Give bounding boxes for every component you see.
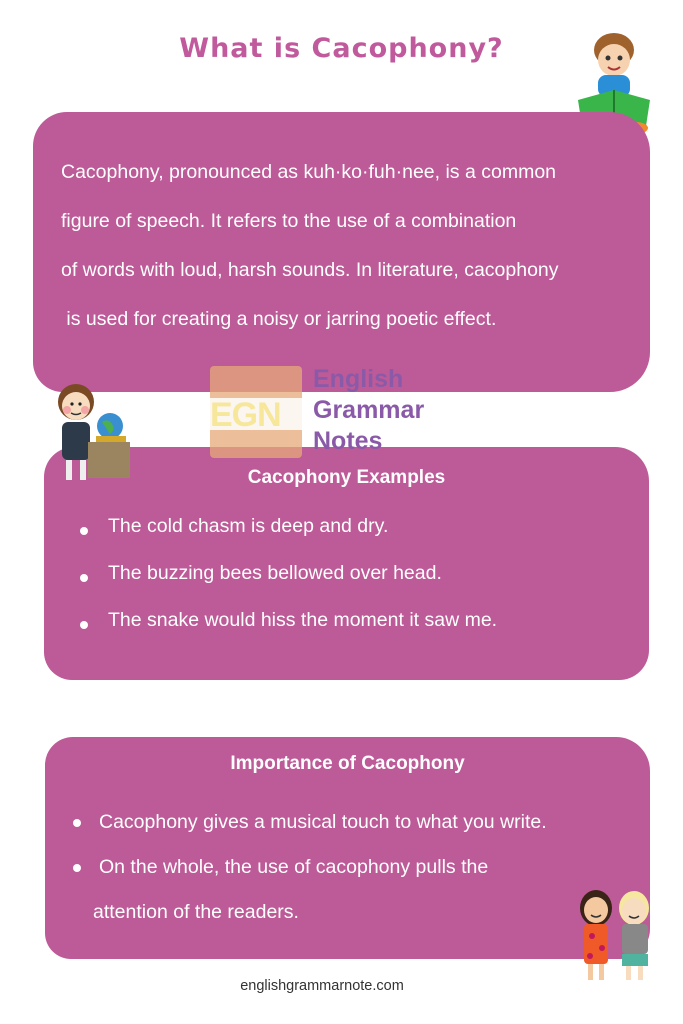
girl-with-globe-icon [52,380,136,490]
examples-heading: Cacophony Examples [247,467,446,488]
list-item: The buzzing bees bellowed over head. [80,562,497,609]
list-item: The cold chasm is deep and dry. [80,515,497,562]
two-girls-icon [572,888,662,988]
importance-list [73,800,547,935]
list-item-continuation: attention of the readers. [93,901,299,923]
list-item: The snake would hiss the moment it saw me. [80,609,497,656]
definition-line: is used for creating a noisy or jarring poetic effect. [61,308,497,330]
bullet-icon [80,527,88,535]
examples-list [80,515,497,656]
page-title: What is Cacophony? [179,33,504,64]
logo-text: English Grammar Notes [313,365,425,455]
list-item: Cacophony gives a musical touch to what you write. [73,800,547,845]
footer-website: englishgrammarnote.com [240,978,404,994]
logo-mark: EGN [210,396,281,434]
definition-line: figure of speech. It refers to the use of a combination [61,210,517,232]
bullet-icon [73,864,81,872]
bullet-icon [73,819,81,827]
definition-card [33,112,650,392]
bullet-icon [80,574,88,582]
bullet-icon [80,621,88,629]
watermark-logo [210,366,460,458]
definition-text [61,148,559,344]
definition-line: Cacophony, pronounced as kuh·ko·fuh·nee, is a common [61,161,557,183]
importance-heading: Importance of Cacophony [230,753,465,774]
importance-card [45,737,650,959]
list-item: On the whole, the use of cacophony pulls the [73,845,547,890]
definition-line: of words with loud, harsh sounds. In literature, cacophony [61,259,559,281]
